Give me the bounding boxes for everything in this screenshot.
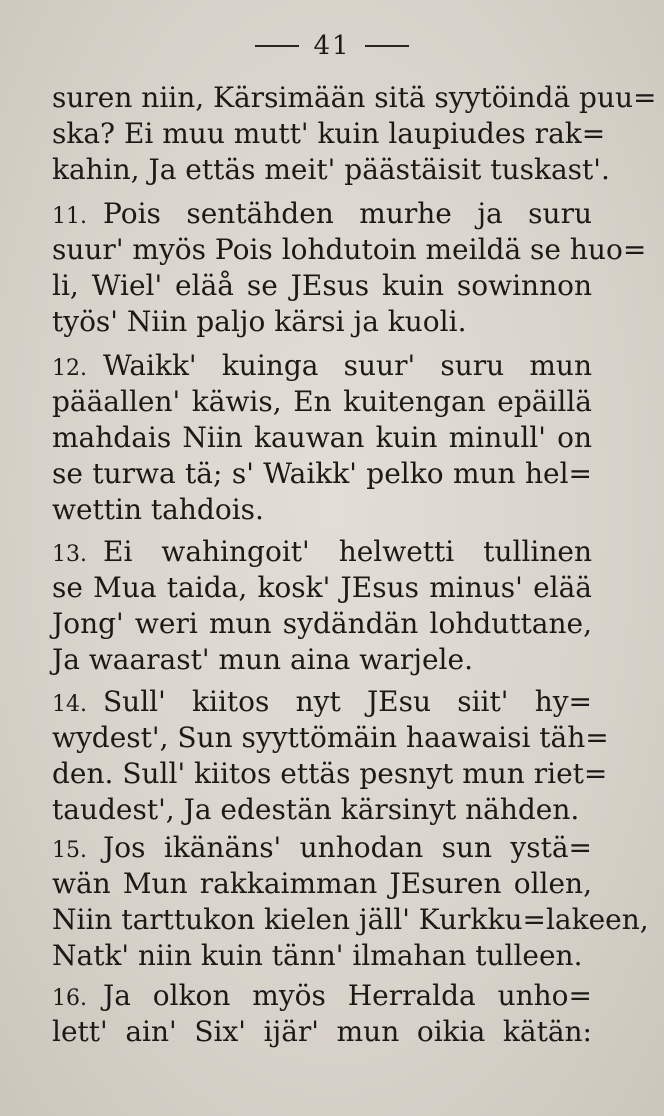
stanza-13: [52, 534, 592, 678]
verse-line: Ja waarast' mun aina warjele.: [52, 643, 473, 676]
verse-line: den. Sull' kiitos ettäs pesnyt mun riet=: [52, 757, 608, 790]
verse-line: [52, 684, 592, 720]
verse-line: kahin, Ja ettäs meit' päästäisit tuskast'.: [52, 153, 610, 186]
verse-line: Natk' niin kuin tänn' ilmahan tulleen.: [52, 939, 583, 972]
header-rule-right: [365, 45, 409, 47]
verse-line: wydest', Sun syyttömäin haawaisi täh=: [52, 721, 609, 754]
page-number: 41: [313, 31, 351, 61]
verse-line: Niin tarttukon kielen jäll' Kurkku=lakeen,: [52, 903, 649, 936]
verse-line: pääallen' käwis, En kuitengan epäillä: [52, 385, 592, 418]
verse-line: se turwa tä; s' Waikk' pelko mun hel=: [52, 457, 592, 490]
stanza-number: 12.: [52, 356, 87, 381]
stanza-12: [52, 348, 592, 528]
verse-text: Ei wahingoit' helwetti tullinen: [103, 535, 592, 568]
verse-line: [52, 348, 592, 384]
stanza-16: [52, 978, 592, 1050]
verse-text: Jos ikänäns' unhodan sun ystä=: [103, 831, 592, 864]
page-header: [0, 30, 664, 61]
verse-line: [52, 196, 592, 232]
verse-line: taudest', Ja edestän kärsinyt nähden.: [52, 793, 580, 826]
stanza-continuation: [52, 80, 657, 188]
stanza-number: 16.: [52, 986, 87, 1011]
verse-line: ska? Ei muu mutt' kuin laupiudes rak=: [52, 117, 606, 150]
header-rule-left: [255, 45, 299, 47]
verse-line: wän Mun rakkaimman JEsuren ollen,: [52, 867, 592, 900]
verse-line: Jong' weri mun sydändän lohduttane,: [52, 607, 592, 640]
verse-text: Pois sentähden murhe ja suru: [103, 197, 592, 230]
verse-line: työs' Niin paljo kärsi ja kuoli.: [52, 305, 467, 338]
stanza-number: 14.: [52, 692, 87, 717]
verse-line: wettin tahdois.: [52, 493, 264, 526]
verse-line: li, Wiel' eläå se JEsus kuin sowinnon: [52, 269, 592, 302]
stanza-14: [52, 684, 609, 828]
verse-text: Sull' kiitos nyt JEsu siit' hy=: [103, 685, 592, 718]
stanza-number: 13.: [52, 542, 87, 567]
verse-line: suur' myös Pois lohdutoin meildä se huo=: [52, 233, 647, 266]
verse-line: lett' ain' Six' ijär' mun oikia kätän:: [52, 1015, 592, 1048]
stanza-15: [52, 830, 649, 974]
stanza-number: 11.: [52, 204, 87, 229]
stanza-11: [52, 196, 647, 340]
verse-text: Waikk' kuinga suur' suru mun: [103, 349, 592, 382]
verse-line: suren niin, Kärsimään sitä syytöindä puu=: [52, 81, 657, 114]
verse-text: Ja olkon myös Herralda unho=: [103, 979, 592, 1012]
verse-line: [52, 978, 592, 1014]
verse-line: se Mua taida, kosk' JEsus minus' elää: [52, 571, 592, 604]
stanza-number: 15.: [52, 838, 87, 863]
verse-line: mahdais Niin kauwan kuin minull' on: [52, 421, 592, 454]
verse-line: [52, 830, 592, 866]
verse-line: [52, 534, 592, 570]
